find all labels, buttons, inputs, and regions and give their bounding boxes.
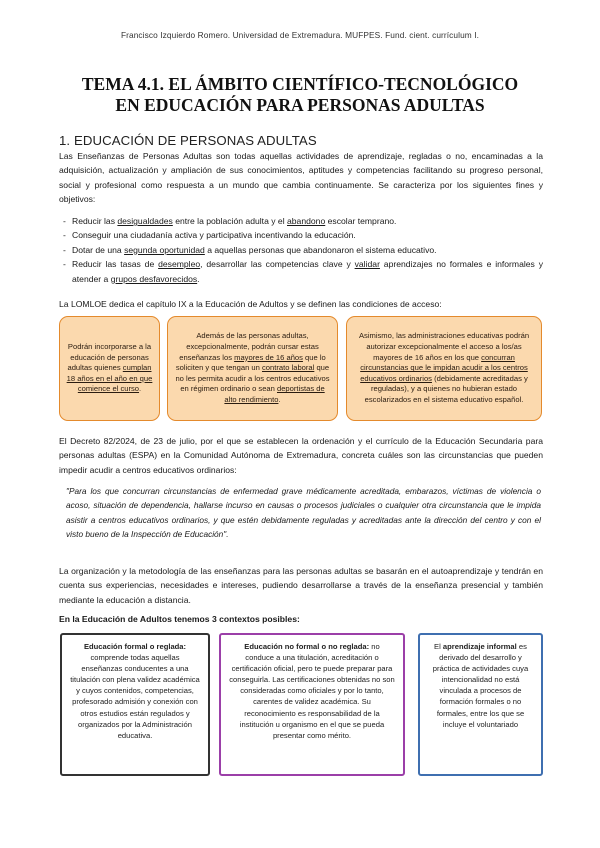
underlined-term: desempleo bbox=[158, 259, 201, 270]
title-line-1: TEMA 4.1. EL ÁMBITO CIENTÍFICO-TECNOLÓGICO bbox=[81, 74, 519, 94]
condition-box-16: Además de las personas adultas, excepcionalmente, podrán cursar estas enseñanzas los mayores de 16 años que lo soliciten y que tengan un contrato laboral que no les permita acudir a los centros educativos en régimen ordinario o sean deportistas de alto rendimiento. bbox=[167, 316, 338, 421]
decreto-quote: "Para los que concurran circunstancias de enfermedad grave médicamente acreditada, embarazos, víctimas de violencia o acoso, situación de dependencia, hallarse incurso en causas o procesos judiciales o cualquier otra circunstancia que le impida asistir a centros educativos ordinarios, y que estén debidamente reguladas y acreditadas ante la dirección del centro y con el visto bueno de la Inspección de Educación". bbox=[66, 486, 541, 540]
context-title: aprendizaje informal bbox=[442, 642, 517, 651]
page-header: Francisco Izquierdo Romero. Universidad de Extremadura. MUFPES. Fund. cient. currículum I. bbox=[120, 30, 480, 40]
lomloe-paragraph: La LOMLOE dedica el capítulo IX a la Educación de Adultos y se definen las condiciones de acceso: bbox=[59, 299, 442, 309]
condition-box-18: Podrán incorporarse a la educación de personas adultas quienes cumplan 18 años en el año en que comience el curso. bbox=[59, 316, 160, 421]
context-title: Educación formal o reglada: bbox=[83, 642, 187, 651]
list-item: - Reducir las desigualdades entre la población adulta y el abandono escolar temprano. bbox=[59, 214, 543, 228]
underlined-term: abandono bbox=[287, 216, 326, 226]
decreto-paragraph: El Decreto 82/2024, de 23 de julio, por el que se establecen la ordenación y el currículo de la Educación Secundaria para personas adultas (ESPA) en la Comunidad Autónoma de Extremadura, concreta cuáles son las circunstancias que pueden impedir acudir a centros educativos ordinarios: bbox=[59, 436, 543, 475]
underlined-term: validar bbox=[354, 259, 380, 270]
list-item: - Conseguir una ciudadanía activa y participativa incentivando la educación. bbox=[59, 228, 543, 242]
context-text: es derivado del desarrollo y práctica de actividades cuya intencionalidad no está vinculada a procesos de formación formales o no formales, entre los que se incluye el voluntariado bbox=[432, 642, 529, 729]
contexts-intro: En la Educación de Adultos tenemos 3 contextos posibles: bbox=[59, 614, 300, 624]
section-heading: 1. EDUCACIÓN DE PERSONAS ADULTAS bbox=[59, 133, 317, 148]
underlined-term: desigualdades bbox=[117, 216, 173, 226]
list-item: - Reducir las tasas de desempleo, desarrollar las competencias clave y validar aprendizajes no formales e informales y atender a grupos desfavorecidos. bbox=[59, 257, 543, 286]
underlined-term: grupos desfavorecidos bbox=[110, 273, 198, 284]
objectives-list bbox=[59, 214, 543, 286]
context-title: Educación no formal o no reglada: bbox=[244, 642, 370, 651]
condition-box-exceptional: Asimismo, las administraciones educativas podrán autorizar excepcionalmente el acceso a los/as mayores de 16 años en los que concurran circunstancias que le impidan acudir a los centros educativos ordinarios (debidamente acreditadas y reguladas), y a quienes no hubieran estado escolarizados en el sistema educativo español. bbox=[346, 316, 542, 421]
underlined-term: segunda oportunidad bbox=[124, 244, 205, 255]
title-line-2: EN EDUCACIÓN PARA PERSONAS ADULTAS bbox=[115, 95, 485, 115]
methodology-paragraph: La organización y la metodología de las enseñanzas para las personas adultas se basarán en el autoaprendizaje y tendrán en cuenta sus experiencias, necesidades e intereses, pudiendo desarrollarse a través de la enseñanza presencial y también mediante la educación a distancia. bbox=[59, 566, 543, 605]
intro-paragraph: Las Enseñanzas de Personas Adultas son todas aquellas actividades de aprendizaje, regladas o no, encaminadas a la adquisición, actualización y ampliación de sus conocimientos, aptitudes y competencias facilitando su progreso personal, social y profesional como respuesta a un mundo que cambia continuamente. Se caracteriza por los siguientes fines y objetivos: bbox=[59, 151, 543, 205]
context-text: no conduce a una titulación, acreditación o certificación oficial, pero te puede preparar para conseguirla. Las certificaciones obtenidas no son consideradas como oficiales y por lo tanto, carentes de validez académica. Su reconocimiento es responsabilidad de la institución u organismo en el que se pueda presentar como mérito. bbox=[229, 642, 395, 740]
page-title bbox=[40, 74, 560, 116]
context-box-nonformal bbox=[219, 633, 405, 776]
context-text: comprende todas aquellas enseñanzas conducentes a una titulación con plena validez académica y cuyos contenidos, competencias, profesorado admisión y conexión con otros estudios están regulados y organizados por la Administración educativa. bbox=[70, 653, 200, 740]
context-box-informal: El aprendizaje informal es derivado del desarrollo y práctica de actividades cuya intencionalidad no está vinculada a procesos de formación formales o no formales, entre los que se incluye el voluntariado bbox=[418, 633, 543, 776]
list-item: - Dotar de una segunda oportunidad a aquellas personas que abandonaron el sistema educativo. bbox=[59, 243, 543, 257]
context-box-formal bbox=[60, 633, 210, 776]
